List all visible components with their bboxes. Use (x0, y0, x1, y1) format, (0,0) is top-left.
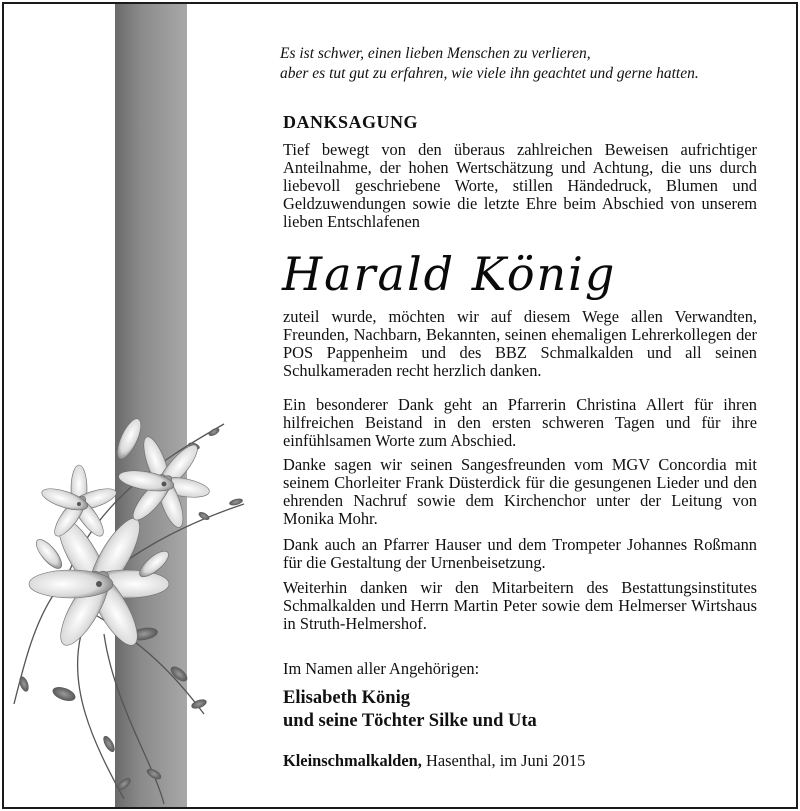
obituary-card (2, 2, 798, 809)
place-date (283, 751, 585, 771)
deceased-name: Harald König (282, 247, 617, 301)
thanks-paragraph-2: Ein besonderer Dank geht an Pfarrerin Christina Allert für ihren hilfreichen Beistand in den ersten schweren Tagen und für ihre einfühlsamen Worte zum Abschied. (283, 395, 757, 450)
heading-danksagung: DANKSAGUNG (283, 112, 419, 132)
thanks-paragraph-3: Danke sagen wir seinen Sangesfreunden vom MGV Concordia mit seinem Chorleiter Frank Düsterdick für die gesungenen Lieder und den ehrenden Nachruf sowie dem Kirchenchor unter der Leitung von Monika Mohr. (283, 455, 757, 528)
place-town: Kleinschmalkalden, (283, 751, 422, 770)
thanks-paragraph-4: Dank auch an Pfarrer Hauser und dem Trompeter Johannes Roßmann für die Gestaltung der Urnenbeisetzung. (283, 535, 757, 572)
place-rest: Hasenthal, im Juni 2015 (421, 751, 586, 770)
motto-line-2: aber es tut gut zu erfahren, wie viele ihn geachtet und gerne hatten. (280, 65, 699, 82)
lily-bouquet-image (4, 384, 264, 807)
signer-family: und seine Töchter Silke und Uta (283, 711, 537, 731)
motto-line-1: Es ist schwer, einen lieben Menschen zu verlieren, (280, 45, 591, 62)
motto-quote (280, 44, 758, 84)
thanks-paragraph-1: zuteil wurde, möchten wir auf diesem Wege allen Verwandten, Freunden, Nachbarn, Bekannten, seinen ehemaligen Lehrerkollegen der POS Pappenheim und des BBZ Schmalkalden und all seinen Schulkameraden recht herzlich danken. (283, 307, 757, 380)
signature-intro: Im Namen aller Angehörigen: (283, 659, 480, 678)
intro-paragraph: Tief bewegt von den überaus zahlreichen Beweisen aufrichtiger Anteilnahme, der hohen Wertschätzung und Achtung, die uns durch liebevoll geschriebene Worte, stillen Händedruck, Blumen und Geldzuwendungen sowie die letzte Ehre beim Abschied von unserem lieben Entschlafenen (283, 140, 757, 231)
signer-name: Elisabeth König (283, 688, 410, 708)
thanks-paragraph-5: Weiterhin danken wir den Mitarbeitern des Bestattungsinstitutes Schmalkalden und Herrn Martin Peter sowie dem Helmerser Wirtshaus in Struth-Helmershof. (283, 578, 757, 633)
